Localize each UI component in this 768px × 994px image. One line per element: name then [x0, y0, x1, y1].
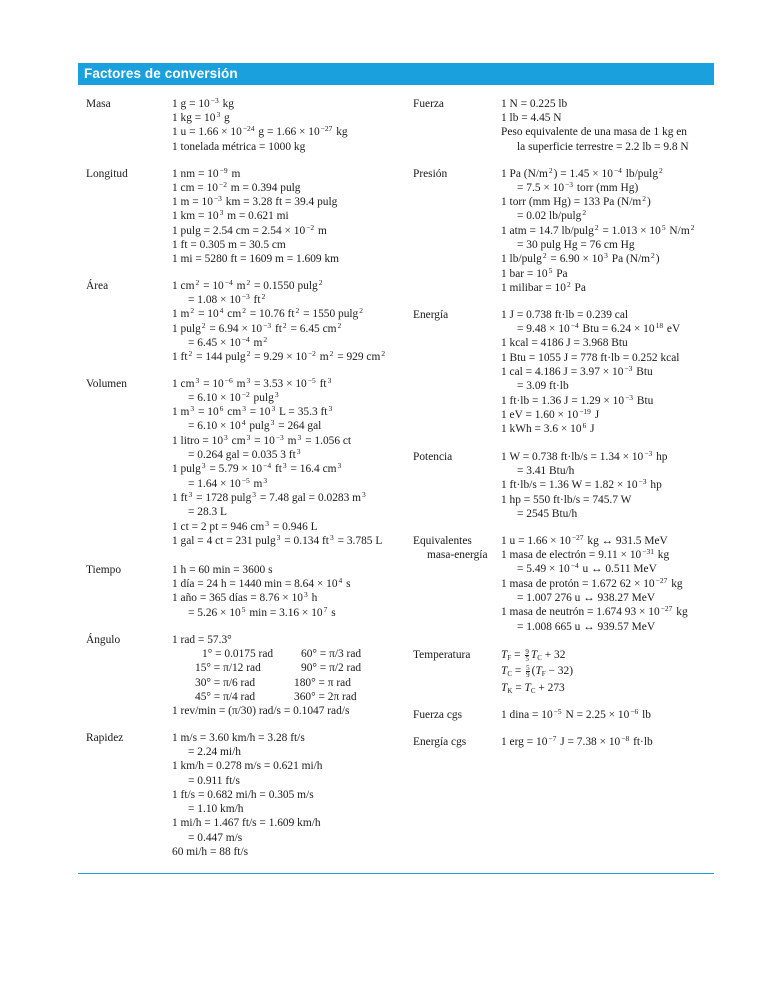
- energia-line: 1 ft·lb = 1.36 $J = 1.29 \times 10^{-3}$ Btu: [501, 393, 654, 407]
- equivalentes-line: 1 masa de protón = 1.672 $62 \times 10^{-27}$ kg: [501, 576, 683, 590]
- masa-line: 1 $u = 1.66 \times 10^{-24}$ $g = 1.66 \times 10^{-27}$ kg: [172, 124, 348, 138]
- energia-line: 1 Btu = 1055 J = 778 ft·lb = 0.252 kcal: [501, 352, 680, 364]
- rapidez-line: 1 ft/s = 0.682 mi/h = 0.305 m/s: [172, 789, 314, 801]
- equivalentes-line: = 1.007 276 u ↔ 938.27 MeV: [517, 592, 656, 604]
- rapidez-line: 1 m/s = 3.60 km/h = 3.28 ft/s: [172, 732, 305, 744]
- masa-line: 1 tonelada métrica = 1000 kg: [172, 141, 306, 153]
- label-equivalentes: Equivalentes: [413, 535, 472, 547]
- presion-line: 1 milibar = $10^2$ Pa: [501, 280, 586, 294]
- angulo-line: 1 rad = 57.3°: [172, 634, 232, 646]
- fuerza-line: 1 lb = 4.45 N: [501, 112, 562, 124]
- area-line: 1 $cm^2 = 10^{-4}$ $m^2 = 0.1550$ pulg$^2$: [172, 278, 323, 292]
- label-potencia: Potencia: [413, 451, 453, 463]
- potencia-line: 1 W = 0.738 $ft\cdot lb/s = 1.34 \times 10^{-3}$ hp: [501, 449, 668, 463]
- masa-line: 1 kg = $10^3$ g: [172, 110, 230, 124]
- energia-line: = 3.09 ft·lb: [517, 380, 569, 392]
- temperatura-line: $T_F$ = $\frac{9}{5}$ $T_C + 32$: [501, 647, 566, 663]
- angulo-cell: 60° = π/3 rad: [301, 648, 362, 660]
- volumen-line: = $6.10 \times 10^{-2}$ pulg$^3$: [188, 390, 279, 404]
- temperatura-line: $T_K = T_C + 273$: [501, 682, 565, 695]
- equivalentes-line: 1 $u = 1.66 \times 10^{-27}$ kg ↔ 931.5 MeV: [501, 533, 668, 547]
- angulo-cell: 30° = π/6 rad: [195, 677, 256, 689]
- presion-line: = 30 pulg Hg = 76 cm Hg: [517, 239, 635, 251]
- energia-line: = $9.48 \times 10^{-4}$ Btu = $6.24 \times 10^{18}$ eV: [517, 321, 681, 335]
- angulo-cell: 45° = π/4 rad: [195, 691, 256, 703]
- angulo-cell: 90° = π/2 rad: [301, 662, 362, 674]
- label-temperatura: Temperatura: [413, 649, 471, 661]
- tiempo-line: 1 h = 60 min = 3600 s: [172, 564, 273, 576]
- area-line: = $6.45 \times 10^{-4}$ $m^2$: [188, 335, 268, 349]
- area-line: 1 $m^2 = 10^4$ $cm^2 = 10.76$ $ft^2 = 1550$ pulg$^2$: [172, 306, 363, 320]
- presion-line: = 0.02 lb/pulg$^2$: [517, 208, 587, 222]
- label-energia-cgs: Energía cgs: [413, 736, 467, 748]
- presion-line: = $7.5 \times 10^{-3}$ torr (mm Hg): [517, 180, 639, 194]
- energia-line: 1 eV = $1.60 \times 10^{-19}$ J: [501, 407, 600, 421]
- equivalentes-line: = $5.49 \times 10^{-4}$ u ↔ 0.511 MeV: [517, 561, 657, 575]
- energia-line: 1 kWh = $3.6 \times 10^6$ J: [501, 421, 595, 435]
- rapidez-line: = 1.10 km/h: [188, 803, 244, 815]
- label-area: Área: [86, 280, 109, 292]
- rapidez-line: 1 mi/h = 1.467 ft/s = 1.609 km/h: [172, 817, 321, 829]
- label-masa: Masa: [86, 98, 111, 110]
- tiempo-line: 1 año = 365 días = $8.76 \times 10^3$ h: [172, 590, 318, 604]
- volumen-line: 1 gal = 4 ct = 231 pulg$^3$ = 0.134 $ft^3 = 3.785$ L: [172, 533, 383, 547]
- label-volumen: Volumen: [86, 378, 127, 390]
- label-longitud: Longitud: [86, 168, 128, 180]
- volumen-line: = 0.264 gal = 0.035 3 $ft^3$: [188, 447, 301, 461]
- label-presion: Presión: [413, 168, 448, 180]
- longitud-line: 1 km = $10^3$ m = 0.621 mi: [172, 208, 289, 222]
- angulo-line: 1 rev/min = (π/30) rad/s = 0.1047 rad/s: [172, 705, 350, 717]
- page-title: Factores de conversión: [84, 66, 238, 81]
- presion-line: 1 torr (mm Hg) = 133 Pa $(N/m^2)$: [501, 194, 651, 208]
- fuerza-line: 1 N = 0.225 lb: [501, 98, 568, 110]
- label-fuerza-cgs: Fuerza cgs: [413, 709, 463, 721]
- potencia-line: = 2545 Btu/h: [517, 508, 578, 520]
- energia-line: 1 J = 0.738 ft·lb = 0.239 cal: [501, 309, 629, 321]
- label-fuerza: Fuerza: [413, 98, 444, 110]
- presion-line: 1 $lb/pulg^2 = 6.90 \times 10^3$ Pa $(N/m^2)$: [501, 251, 660, 265]
- tiempo-line: 1 día = 24 h = 1440 $\min = 8.64 \times 10^4$ s: [172, 576, 351, 590]
- angulo-cell: 180° = π rad: [294, 677, 351, 689]
- label-rapidez: Rapidez: [86, 732, 124, 744]
- angulo-cell: 360° = 2π rad: [294, 691, 357, 703]
- rapidez-line: = 0.447 m/s: [188, 832, 243, 844]
- volumen-line: 1 $pulg^3 = 5.79 \times 10^{-4}$ $ft^3 = 16.4$ $cm^3$: [172, 461, 342, 475]
- presion-line: 1 atm = 14.7 $lb/pulg^2 = 1.013 \times 10^5$ $N/m^2$: [501, 223, 695, 237]
- rapidez-line: 60 mi/h = 88 ft/s: [172, 846, 249, 858]
- volumen-line: = $6.10 \times 10^4$ pulg$^3$ = 264 gal: [188, 418, 322, 432]
- temperatura-line: $T_C$ = $\frac{5}{9}$ $(T_F - 32)$: [501, 663, 573, 679]
- rapidez-line: = 0.911 ft/s: [188, 775, 240, 787]
- potencia-line: 1 ft·lb/s = 1.36 $W = 1.82 \times 10^{-3}$ hp: [501, 477, 662, 491]
- area-line: 1 $pulg^2 = 6.94 \times 10^{-3}$ $ft^2 = 6.45$ $cm^2$: [172, 321, 342, 335]
- bottom-rule: [78, 873, 714, 874]
- volumen-line: 1 litro = $10^3$ $cm^3 = 10^{-3}$ $m^3 = 1.056$ ct: [172, 433, 352, 447]
- volumen-line: 1 $cm^3 = 10^{-6}$ $m^3 = 3.53 \times 10^{-5}$ $ft^3$: [172, 376, 332, 390]
- label-energia: Energía: [413, 309, 449, 321]
- presion-line: 1 bar = $10^5$ Pa: [501, 266, 568, 280]
- masa-line: 1 $g = 10^{-3}$ kg: [172, 96, 234, 110]
- potencia-line: = 3.41 Btu/h: [517, 465, 575, 477]
- tiempo-line: = $5.26 \times 10^5$ $\min = 3.16 \times 10^7$ s: [188, 605, 336, 619]
- label-masa-energia: masa-energía: [427, 549, 488, 561]
- angulo-cell: 15° = π/12 rad: [195, 662, 261, 674]
- area-line: 1 $ft^2 = 144$ $pulg^2 = 9.29 \times 10^{-2}$ $m^2 = 929$ $cm^2$: [172, 349, 386, 363]
- energia-line: 1 kcal = 4186 J = 3.968 Btu: [501, 337, 628, 349]
- label-tiempo: Tiempo: [86, 564, 122, 576]
- rapidez-line: 1 km/h = 0.278 m/s = 0.621 mi/h: [172, 760, 323, 772]
- equivalentes-line: 1 masa de neutrón = 1.674 $93 \times 10^{-27}$ kg: [501, 604, 688, 618]
- equivalentes-line: 1 masa de electrón = $9.11 \times 10^{-31}$ kg: [501, 547, 670, 561]
- presion-line: 1 Pa $(N/m^2) = 1.45 \times 10^{-4}$ lb/pulg$^2$: [501, 166, 663, 180]
- area-line: = $1.08 \times 10^{-3}$ $ft^2$: [188, 292, 266, 306]
- longitud-line: 1 cm = $10^{-2}$ m = 0.394 pulg: [172, 180, 301, 194]
- rapidez-line: = 2.24 mi/h: [188, 746, 241, 758]
- volumen-line: = $1.64 \times 10^{-5}$ $m^3$: [188, 476, 268, 490]
- fuerza-cgs-line: 1 dina = $10^{-5}$ $N = 2.25 \times 10^{-6}$ lb: [501, 707, 651, 721]
- volumen-line: 1 $m^3 = 10^6$ $cm^3 = 10^3$ L = 35.3 $ft^3$: [172, 404, 333, 418]
- energia-line: 1 cal = 4.186 $J = 3.97 \times 10^{-3}$ Btu: [501, 364, 653, 378]
- volumen-line: 1 ct = 2 pt = 946 $cm^3 = 0.946$ L: [172, 519, 318, 533]
- longitud-line: 1 mi = 5280 ft = 1609 m = 1.609 km: [172, 253, 340, 265]
- volumen-line: 1 $ft^3 = 1728$ pulg$^3$ = 7.48 gal = 0.0283 $m^3$: [172, 490, 366, 504]
- fuerza-line: Peso equivalente de una masa de 1 kg en: [501, 126, 687, 138]
- longitud-line: 1 ft = 0.305 m = 30.5 cm: [172, 239, 286, 251]
- fuerza-line: la superficie terrestre = 2.2 lb = 9.8 N: [517, 141, 689, 153]
- longitud-line: 1 $m = 10^{-3}$ km = 3.28 ft = 39.4 pulg: [172, 194, 338, 208]
- section-banner: [78, 63, 714, 85]
- energia-cgs-line: 1 erg = $10^{-7}$ $J = 7.38 \times 10^{-8}$ ft·lb: [501, 734, 653, 748]
- longitud-line: 1 nm = $10^{-9}$ m: [172, 166, 241, 180]
- equivalentes-line: = 1.008 665 u ↔ 939.57 MeV: [517, 621, 656, 633]
- angulo-cell: 1° = 0.0175 rad: [202, 648, 274, 660]
- potencia-line: 1 hp = 550 ft·lb/s = 745.7 W: [501, 494, 632, 506]
- longitud-line: 1 pulg = 2.54 cm = $2.54 \times 10^{-2}$ m: [172, 223, 327, 237]
- volumen-line: = 28.3 L: [188, 506, 228, 518]
- label-angulo: Ángulo: [86, 634, 121, 646]
